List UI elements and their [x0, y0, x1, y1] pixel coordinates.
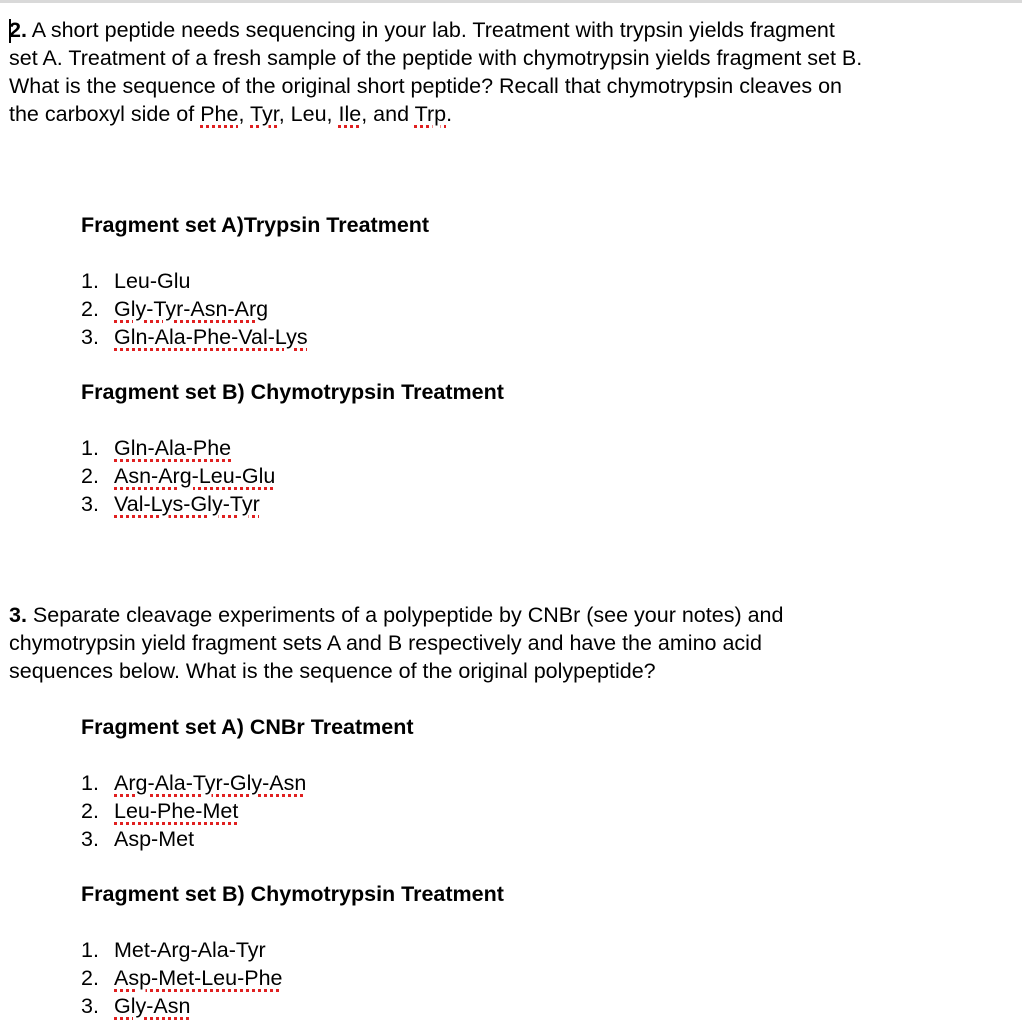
list-item: 1. Met-Arg-Ala-Tyr [81, 938, 266, 962]
question-3-number: 3. [9, 603, 27, 627]
fragment-text: Leu-Glu [114, 269, 191, 293]
fragment-text: Arg-Ala-Tyr-Gly-Asn [114, 771, 307, 795]
fragment-text: Leu-Phe-Met [114, 799, 239, 823]
q3-set-b-heading: Fragment set B) Chymotrypsin Treatment [81, 882, 504, 906]
question-3-text[interactable] [9, 601, 869, 685]
q2-set-b-heading: Fragment set B) Chymotrypsin Treatment [81, 380, 504, 404]
fragment-text: Asp-Met-Leu-Phe [114, 966, 283, 990]
question-2-body: A short peptide needs sequencing in your lab. Treatment with trypsin yields fragment set A. Treatment of a fresh sample of the peptide with chymotrypsin yields fragment set B. What is the sequence of the original short peptide? Recall that chymotrypsin cleaves on the carboxyl side of [9, 18, 863, 126]
top-border [0, 0, 1022, 3]
fragment-text: Gly-Asn [114, 994, 191, 1018]
fragment-text: Gln-Ala-Phe [114, 436, 232, 460]
list-item: 2. Gly-Tyr-Asn-Arg [81, 297, 269, 321]
q2-set-a-heading: Fragment set A)Trypsin Treatment [81, 213, 430, 237]
amino-acid-ile: Ile [338, 102, 362, 126]
question-2-text[interactable]: 2. A short peptide needs sequencing in your lab. Treatment with trypsin yields fragment set A. Treatment of a fresh sample of the peptide with chymotrypsin yields fragment set B. What is the sequence of the original short peptide? Recall that chymotrypsin cleaves on the carboxyl side of Phe, Tyr, Leu, Ile, and Trp. [9, 18, 863, 126]
list-item: 1. Gln-Ala-Phe [81, 436, 232, 460]
q3-set-a-heading: Fragment set A) CNBr Treatment [81, 715, 414, 739]
fragment-text: Gly-Tyr-Asn-Arg [114, 297, 269, 321]
fragment-text: Asn-Arg-Leu-Glu [114, 464, 276, 488]
q3-set-a-list [81, 769, 306, 853]
question-2-number: 2. [9, 18, 27, 42]
list-item: 2. Asn-Arg-Leu-Glu [81, 464, 276, 488]
amino-acid-trp: Trp [414, 102, 447, 126]
list-item: 3. Val-Lys-Gly-Tyr [81, 492, 260, 516]
list-item: 3. Asp-Met [81, 827, 195, 851]
fragment-text: Met-Arg-Ala-Tyr [114, 938, 266, 962]
list-item: 1. Arg-Ala-Tyr-Gly-Asn [81, 771, 307, 795]
amino-acid-phe: Phe [200, 102, 239, 126]
list-item: 2. Asp-Met-Leu-Phe [81, 966, 283, 990]
q3-set-b-list [81, 936, 283, 1020]
fragment-text: Asp-Met [114, 827, 195, 851]
amino-acid-tyr: Tyr [250, 102, 279, 126]
list-item: 1. Leu-Glu [81, 269, 191, 293]
q2-set-a-list [81, 267, 308, 351]
list-item: 3. Gln-Ala-Phe-Val-Lys [81, 325, 308, 349]
question-3-body: Separate cleavage experiments of a polypeptide by CNBr (see your notes) and chymotrypsin yield fragment sets A and B respectively and have the amino acid sequences below. What is the sequence of the original polypeptide? [9, 603, 784, 683]
list-item: 3. Gly-Asn [81, 994, 191, 1018]
q2-set-b-list [81, 434, 275, 518]
fragment-text: Val-Lys-Gly-Tyr [114, 492, 260, 516]
list-item: 2. Leu-Phe-Met [81, 799, 239, 823]
fragment-text: Gln-Ala-Phe-Val-Lys [114, 325, 308, 349]
